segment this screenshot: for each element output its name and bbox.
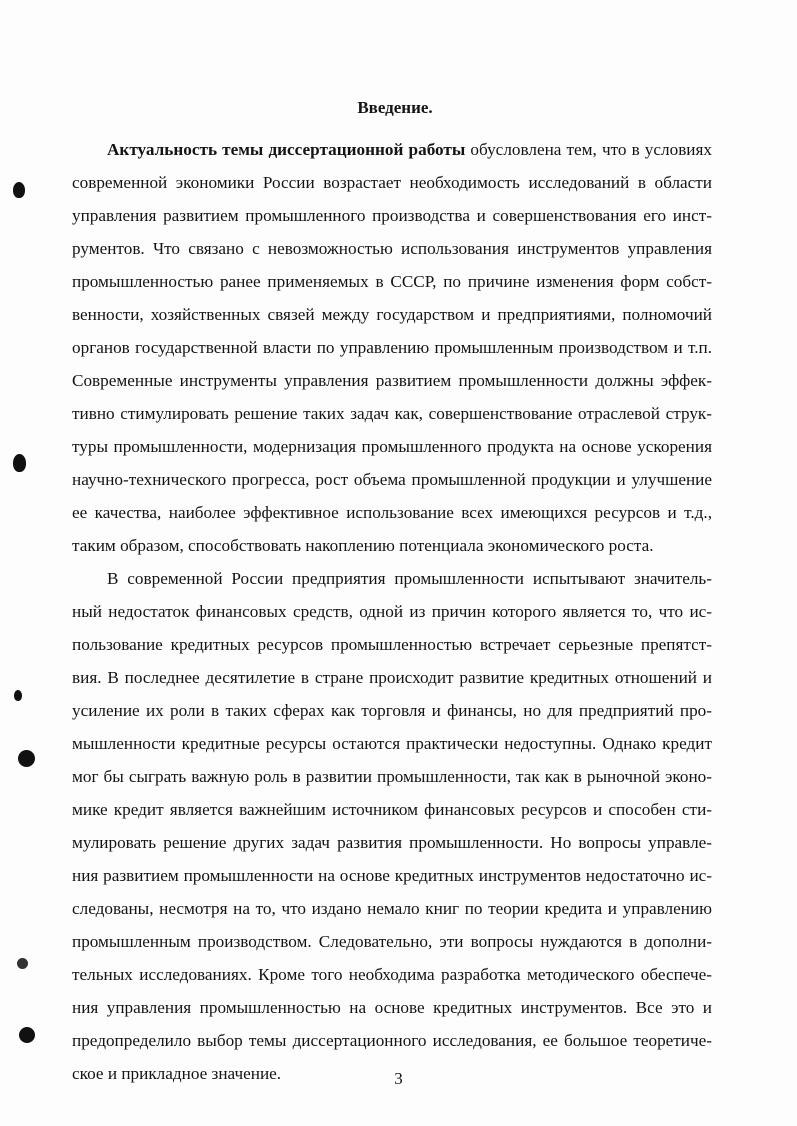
paragraph-2-line: мулировать решение других задач развития промышленности. Но вопросы управле-: [72, 833, 712, 852]
paragraph-1-line: промышленностью ранее применяемых в СССР, по причине изменения форм собст-: [72, 272, 712, 291]
paragraph-2-line: ское и прикладное значение.: [72, 1064, 282, 1083]
paragraph-1-line: современной экономики России возрастает необходимость исследований в области: [72, 173, 712, 192]
paragraph-1-line: венности, хозяйственных связей между государством и предприятиями, полномочий: [72, 305, 712, 324]
paragraph-2-line: ния управления промышленностью на основе кредитных инструментов. Все это и: [72, 998, 712, 1017]
paragraph-1-line: управления развитием промышленного производства и совершенствования его инст-: [72, 206, 712, 225]
paragraph-2-line: тельных исследованиях. Кроме того необходима разработка методического обеспече-: [72, 965, 712, 984]
paragraph-1-line: таким образом, способствовать накоплению потенциала экономического роста.: [72, 536, 654, 555]
paragraph-2-line: В современной России предприятия промышленности испытывают значитель-: [107, 569, 712, 588]
paragraph-2-line: мышленности кредитные ресурсы остаются практически недоступны. Однако кредит: [72, 734, 712, 753]
paragraph-1-line: тивно стимулировать решение таких задач как, совершенствование отраслевой струк-: [72, 404, 712, 423]
paragraph-1-line: ее качества, наиболее эффективное использование всех имеющихся ресурсов и т.д.,: [72, 503, 712, 522]
binding-hole: [19, 1027, 35, 1043]
paragraph-1-bold-lead: Актуальность темы диссертационной работы: [107, 140, 466, 159]
body-text: [72, 133, 712, 1090]
binding-hole: [18, 750, 35, 767]
paragraph-2-line: следованы, несмотря на то, что издано немало книг по теории кредита и управлению: [72, 899, 712, 918]
binding-mark: [14, 690, 22, 701]
paragraph-1-line: туры промышленности, модернизация промышленного продукта на основе ускорения: [72, 437, 712, 456]
binding-mark: [13, 182, 25, 198]
paragraph-2-line: вия. В последнее десятилетие в стране происходит развитие кредитных отношений и: [72, 668, 712, 687]
paragraph-1-line: органов государственной власти по управлению промышленным производством и т.п.: [72, 338, 712, 357]
paragraph-1-lead-rest: обусловлена тем, что в условиях: [465, 140, 713, 159]
binding-mark: [17, 958, 28, 969]
paragraph-2-line: предопределило выбор темы диссертационного исследования, ее большое теоретиче-: [72, 1031, 712, 1050]
paragraph-2-line: мике кредит является важнейшим источником финансовых ресурсов и способен сти-: [72, 800, 712, 819]
paragraph-2-line: усиление их роли в таких сферах как торговля и финансы, но для предприятий про-: [72, 701, 712, 720]
paragraph-2-line: промышленным производством. Следовательно, эти вопросы нуждаются в дополни-: [72, 932, 712, 951]
binding-mark: [13, 454, 26, 472]
paragraph-1-line: Современные инструменты управления развитием промышленности должны эффек-: [72, 371, 712, 390]
paragraph-1-line: рументов. Что связано с невозможностью использования инструментов управления: [72, 239, 712, 258]
paragraph-2-line: пользование кредитных ресурсов промышленностью встречает серьезные препятст-: [72, 635, 712, 654]
paragraph-2-line: мог бы сыграть важную роль в развитии промышленности, так как в рыночной эконо-: [72, 767, 712, 786]
page-title: Введение.: [357, 98, 433, 117]
page-number: 3: [394, 1069, 403, 1088]
paragraph-1-line: [72, 133, 712, 166]
paragraph-2-line: ния развитием промышленности на основе кредитных инструментов недостаточно ис-: [72, 866, 712, 885]
paragraph-2-line: ный недостаток финансовых средств, одной из причин которого является то, что ис-: [72, 602, 712, 621]
paragraph-1-line: научно-технического прогресса, рост объема промышленной продукции и улучшение: [72, 470, 712, 489]
